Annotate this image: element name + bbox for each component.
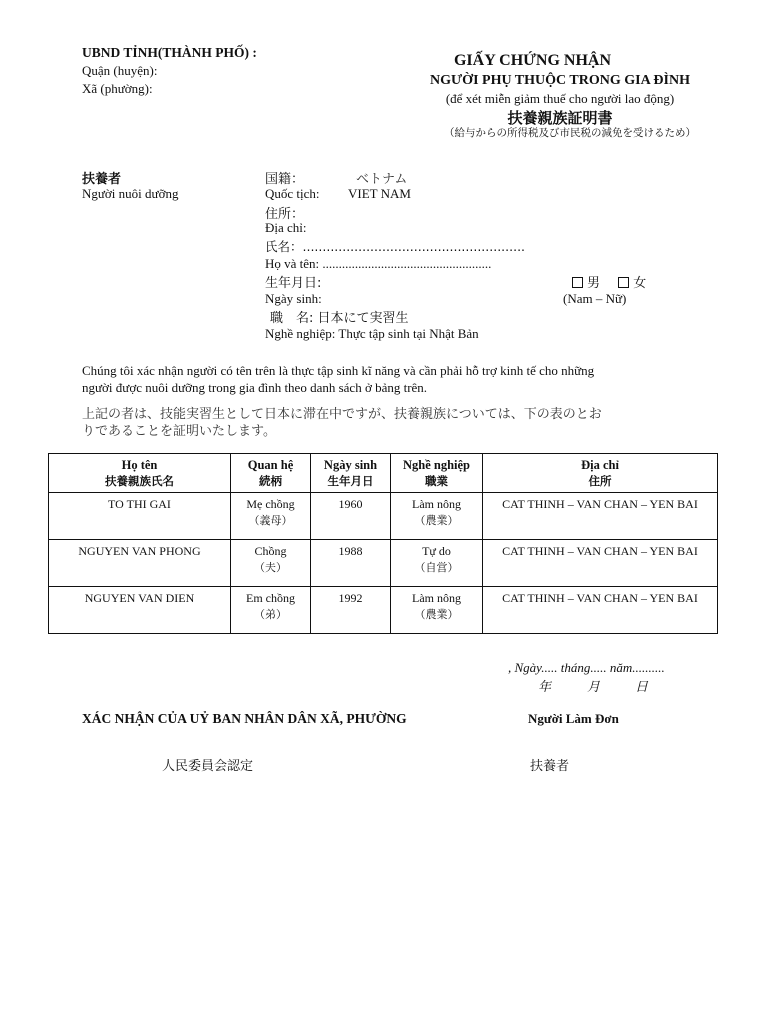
date-line-vi: , Ngày..... tháng..... năm.......... xyxy=(508,660,665,675)
statement-vi-line2: người được nuôi dưỡng trong gia đình theo danh sách ở bảng trên. xyxy=(82,380,428,395)
job-jp: 職 名: 日本にて実習生 xyxy=(270,311,409,326)
cell-name: TO THI GAI xyxy=(49,493,231,540)
cell-name: NGUYEN VAN DIEN xyxy=(49,587,231,634)
male-checkbox[interactable] xyxy=(572,277,583,288)
table-row xyxy=(49,587,718,634)
district-label: Quận (huyện): xyxy=(82,63,158,78)
table-header-row xyxy=(49,454,718,493)
table-row xyxy=(49,540,718,587)
supporter-label-jp: 扶養者 xyxy=(82,172,122,187)
job-vi: Nghề nghiệp: Thực tập sinh tại Nhật Bản xyxy=(265,326,479,341)
header-job: Nghề nghiệp 職業 xyxy=(391,454,483,493)
committee-confirm-jp: 人民委員会認定 xyxy=(162,759,254,774)
date-year-jp: 年 xyxy=(538,680,552,695)
header-birth: Ngày sinh 生年月日 xyxy=(311,454,391,493)
header-relation: Quan hệ 続柄 xyxy=(231,454,311,493)
cell-job: Làm nông （農業） xyxy=(391,493,483,540)
cell-job: Làm nông （農業） xyxy=(391,587,483,634)
applicant-label-vi: Người Làm Đơn xyxy=(528,711,619,726)
name-vi-field: Họ và tên: .................................................... xyxy=(265,256,492,271)
cell-birth: 1992 xyxy=(311,587,391,634)
female-checkbox[interactable] xyxy=(618,277,629,288)
cell-address: CAT THINH – VAN CHAN – YEN BAI xyxy=(483,587,718,634)
statement-vi-line1: Chúng tôi xác nhận người có tên trên là thực tập sinh kĩ năng và cần phải hỗ trợ kinh tế cho những xyxy=(82,363,595,378)
name-jp-field: 氏名：........................................................ xyxy=(265,239,526,254)
nationality-jp-label: 国籍： xyxy=(265,172,305,187)
address-vi-label: Địa chỉ: xyxy=(265,220,307,235)
cell-relation: Em chồng （弟） xyxy=(231,587,311,634)
dependents-table xyxy=(48,453,718,634)
doc-note: (để xét miễn giảm thuế cho người lao động) xyxy=(445,91,675,106)
female-label: 女 xyxy=(633,276,647,291)
dob-vi-label: Ngày sinh: xyxy=(265,291,322,306)
cell-birth: 1988 xyxy=(311,540,391,587)
cell-address: CAT THINH – VAN CHAN – YEN BAI xyxy=(483,540,718,587)
cell-name: NGUYEN VAN PHONG xyxy=(49,540,231,587)
gender-options xyxy=(572,272,646,291)
statement-jp-line2: りであることを証明いたします。 xyxy=(82,424,276,439)
doc-subtitle: NGƯỜI PHỤ THUỘC TRONG GIA ĐÌNH xyxy=(430,73,690,88)
statement-jp-line1: 上記の者は、技能実習生として日本に滞在中ですが、扶養親族については、下の表のとお xyxy=(82,407,602,422)
province-label: UBND TỈNH(THÀNH PHỐ) : xyxy=(82,45,257,60)
applicant-label-jp: 扶養者 xyxy=(530,759,570,774)
nationality-jp-value: ベトナム xyxy=(356,172,408,187)
doc-title: GIẤY CHỨNG NHẬN xyxy=(453,52,612,69)
gender-vi-label: (Nam – Nữ) xyxy=(563,291,627,306)
cell-relation: Chồng （夫） xyxy=(231,540,311,587)
doc-note-jp: （給与からの所得税及び市民税の減免を受けるため） xyxy=(444,127,696,139)
nationality-vi-value: VIET NAM xyxy=(348,186,411,201)
date-month-jp: 月 xyxy=(587,680,601,695)
dob-jp-label: 生年月日: xyxy=(265,276,322,291)
committee-confirm-vi: XÁC NHẬN CỦA UỶ BAN NHÂN DÂN XÃ, PHƯỜNG xyxy=(82,711,407,726)
header-address: Địa chỉ 住所 xyxy=(483,454,718,493)
cell-job: Tự do （自営） xyxy=(391,540,483,587)
male-label: 男 xyxy=(587,276,601,291)
cell-birth: 1960 xyxy=(311,493,391,540)
supporter-label-vi: Người nuôi dưỡng xyxy=(82,186,179,201)
cell-address: CAT THINH – VAN CHAN – YEN BAI xyxy=(483,493,718,540)
nationality-vi-label: Quốc tịch: xyxy=(265,186,320,201)
header-name: Họ tên 扶養親族氏名 xyxy=(49,454,231,493)
date-day-jp: 日 xyxy=(635,680,649,695)
commune-label: Xã (phường): xyxy=(82,81,153,96)
doc-title-jp: 扶養親族証明書 xyxy=(507,109,613,127)
cell-relation: Mẹ chồng （義母） xyxy=(231,493,311,540)
address-jp-label: 住所： xyxy=(265,207,305,222)
table-row xyxy=(49,493,718,540)
